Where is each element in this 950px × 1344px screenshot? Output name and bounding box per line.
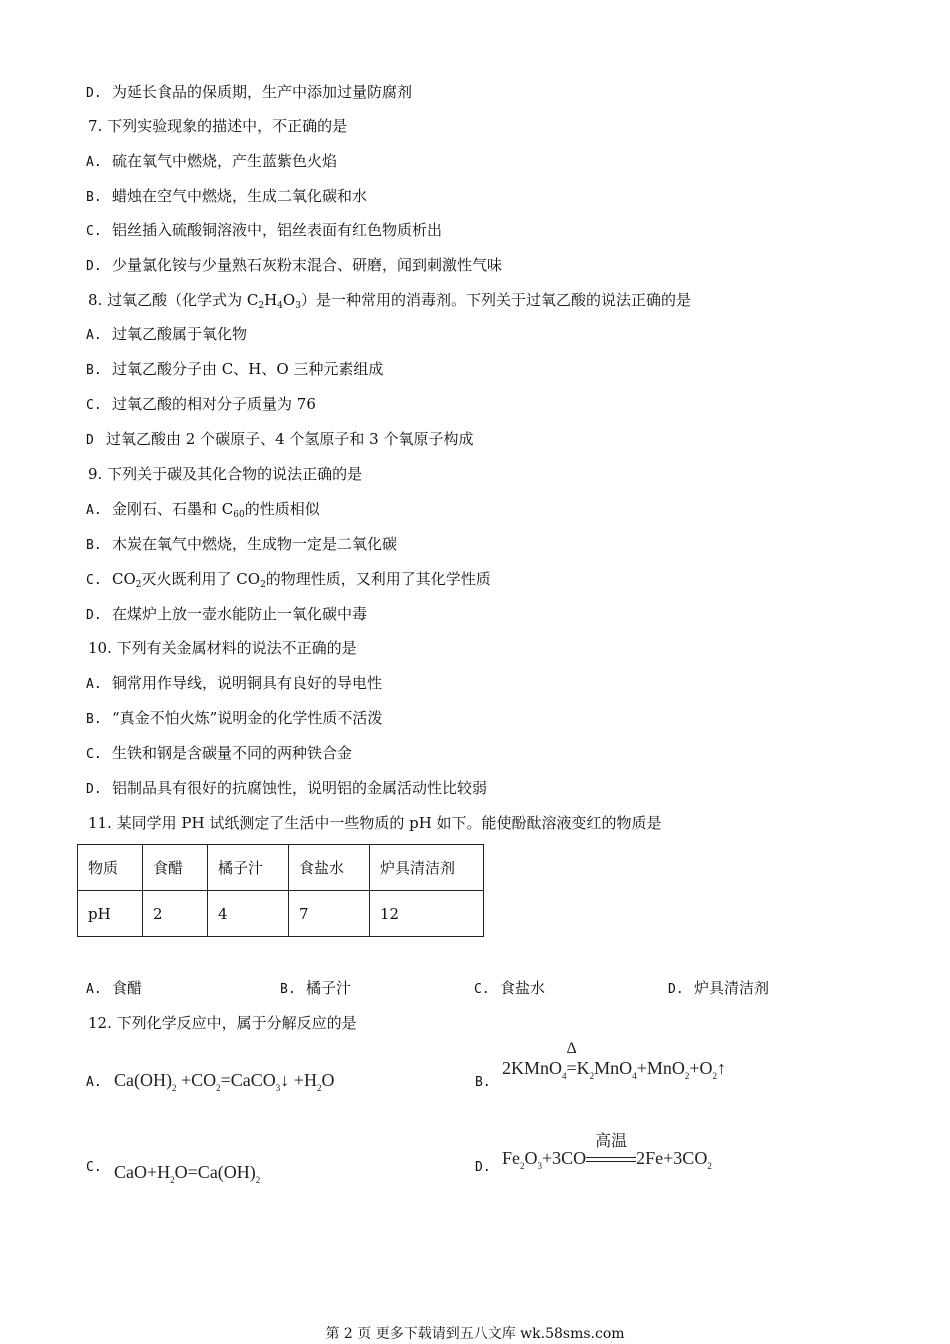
q10-option-b: B. “真金不怕火炼”说明金的化学性质不活泼 <box>86 709 383 727</box>
q12-option-b-label: B. <box>475 1075 491 1090</box>
q12-option-d-label: D. <box>475 1160 491 1175</box>
q9-option-d: D. 在煤炉上放一壶水能防止一氧化碳中毒 <box>86 605 368 623</box>
q12-option-a-label: A. <box>86 1075 102 1090</box>
table-cell: 炉具清洁剂 <box>370 845 484 891</box>
page-footer: 第 2 页 更多下载请到五八文库 wk.58sms.com <box>325 1326 625 1342</box>
table-cell: 食醋 <box>143 845 208 891</box>
q12-equation-a: $Ca(OH)_2$ $+CO_2=CaCO_3↓ +H_2O$ <box>114 1070 335 1093</box>
table-row <box>78 891 484 937</box>
ph-table <box>77 844 484 937</box>
q8-option-b: B. 过氧乙酸分子由 C、H、O 三种元素组成 <box>86 360 384 378</box>
table-cell: 2 <box>143 891 208 937</box>
table-row <box>78 845 484 891</box>
heat-condition: Δ = <box>566 1040 577 1078</box>
q12-equation-b: 2KMnO$_4$ Δ $=K_2MnO_4+MnO_2+O_2↑$ <box>502 1040 726 1081</box>
q8-option-c: C. 过氧乙酸的相对分子质量为 76 <box>86 395 316 413</box>
table-cell: pH <box>78 891 143 937</box>
table-cell: 7 <box>289 891 370 937</box>
q8-option-a: A. 过氧乙酸属于氧化物 <box>86 325 248 343</box>
table-cell: 12 <box>370 891 484 937</box>
q8-option-d: D 过氧乙酸由 2 个碳原子、4 个氢原子和 3 个氧原子构成 <box>86 430 474 448</box>
q12-equation-d: $Fe_2O_3+3CO$ 高温 $2Fe+3CO_2$ <box>502 1133 712 1171</box>
q7-option-d: D. 少量氯化铵与少量熟石灰粉末混合、研磨，闻到刺激性气味 <box>86 256 503 274</box>
q12-option-c-label: C. <box>86 1160 102 1175</box>
q10-stem: 10. 下列有关金属材料的说法不正确的是 <box>88 639 357 657</box>
q10-option-c: C. 生铁和钢是含碳量不同的两种铁合金 <box>86 744 353 762</box>
q11-stem: 11. 某同学用 PH 试纸测定了生活中一些物质的 pH 如下。能使酚酞溶液变红的物质是 <box>88 814 662 832</box>
q8-stem: 8. 过氧乙酸（化学式为 $C_2H_4O_3$）是一种常用的消毒剂。下列关于过氧乙酸的说法正确的是 <box>88 291 691 311</box>
q11-option-b: B. 橘子汁 <box>280 979 352 997</box>
q10-option-a: A. 铜常用作导线，说明铜具有良好的导电性 <box>86 674 383 692</box>
high-temp-condition: 高温 <box>586 1148 636 1169</box>
q12-equation-c: $CaO+H_2O=Ca(OH)_2$ <box>114 1162 261 1185</box>
q10-option-d: D. 铝制品具有很好的抗腐蚀性，说明铝的金属活动性比较弱 <box>86 779 488 797</box>
q9-option-c: C. $CO_2$灭火既利用了 $CO_2$的物理性质，又利用了其化学性质 <box>86 570 491 590</box>
table-cell: 4 <box>208 891 289 937</box>
q9-option-b: B. 木炭在氧气中燃烧，生成物一定是二氧化碳 <box>86 535 398 553</box>
q6-option-d: D. 为延长食品的保质期，生产中添加过量防腐剂 <box>86 83 413 101</box>
q7-option-a: A. 硫在氧气中燃烧，产生蓝紫色火焰 <box>86 152 338 170</box>
q7-option-b: B. 蜡烛在空气中燃烧，生成二氧化碳和水 <box>86 187 368 205</box>
q11-option-c: C. 食盐水 <box>474 979 546 997</box>
q7-option-c: C. 铝丝插入硫酸铜溶液中，铝丝表面有红色物质析出 <box>86 221 443 239</box>
q11-option-d: D. 炉具清洁剂 <box>668 979 770 997</box>
table-cell: 食盐水 <box>289 845 370 891</box>
q12-stem: 12. 下列化学反应中，属于分解反应的是 <box>88 1014 357 1032</box>
q11-option-a: A. 食醋 <box>86 979 143 997</box>
q7-stem: 7. 下列实验现象的描述中，不正确的是 <box>88 117 348 135</box>
q9-stem: 9. 下列关于碳及其化合物的说法正确的是 <box>88 465 363 483</box>
q9-option-a: A. 金刚石、石墨和 $C_{60}$的性质相似 <box>86 500 320 520</box>
table-cell: 物质 <box>78 845 143 891</box>
table-cell: 橘子汁 <box>208 845 289 891</box>
